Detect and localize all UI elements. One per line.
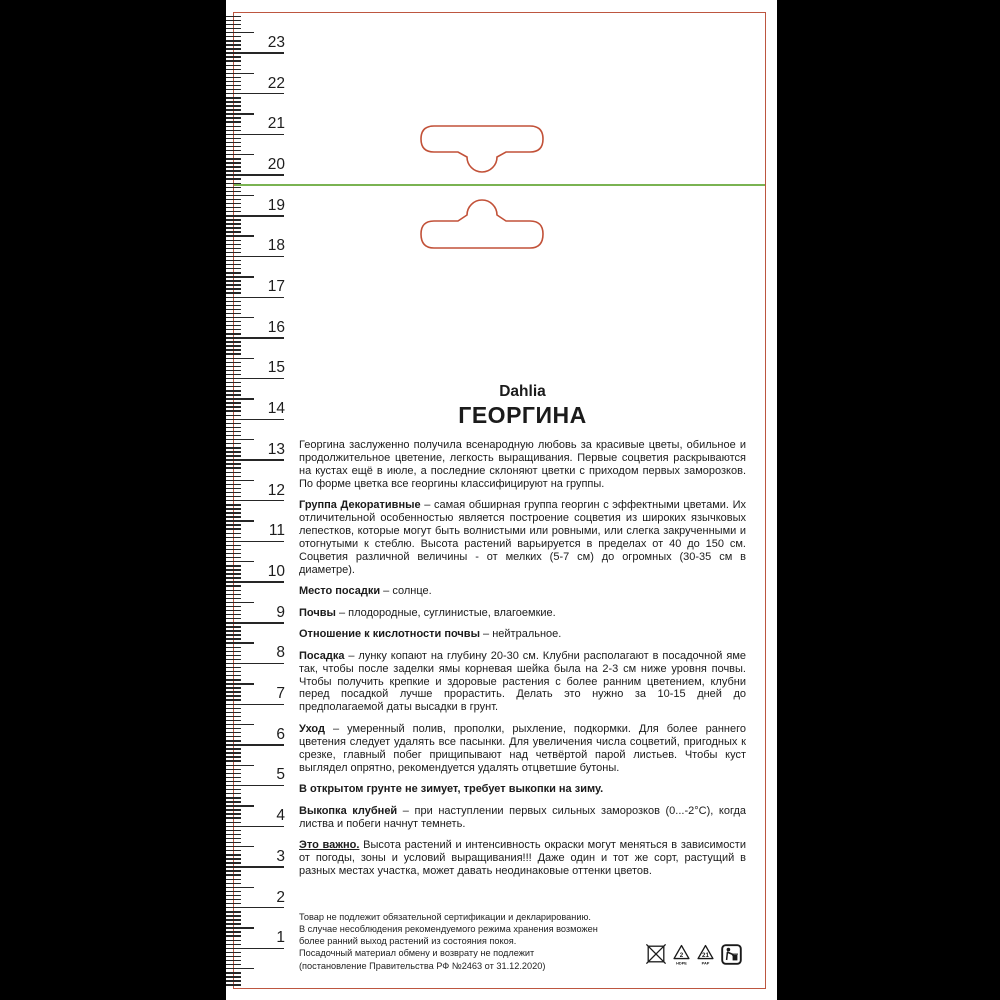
svg-text:HDPE: HDPE	[676, 960, 687, 966]
ruler-tick	[226, 353, 241, 354]
ruler-tick	[226, 581, 284, 582]
ruler-tick	[226, 341, 241, 342]
euro-slot-bottom	[421, 200, 543, 248]
ruler-number: 8	[276, 644, 285, 662]
ruler-number: 4	[276, 807, 285, 825]
paragraph-lead: Выкопка клубней	[299, 804, 398, 817]
title-latin: Dahlia	[499, 383, 546, 400]
ruler-tick	[226, 394, 241, 395]
ruler-tick	[226, 634, 241, 635]
recycling-triangle-hdpe-icon	[673, 944, 690, 966]
ruler-tick	[226, 976, 241, 977]
ruler-tick	[226, 960, 241, 961]
ruler-number: 10	[267, 562, 285, 580]
ruler-number: 3	[276, 847, 285, 865]
ruler-tick	[226, 349, 241, 350]
paragraph: Посадка – лунку копают на глубину 20-30 см. Клубни располагают в посадочной яме так, чтобы после заделки ямы корневая шейка была на 2-3 см ниже уровня почвы. Чтобы получить крепкие и здоровые растения с более ранним цветением, клубни перед посадкой лучше прорастить. Делать это нужно за 10-15 дней до предполагаемой даты высадки в грунт.	[299, 649, 746, 714]
ruler-tick	[226, 984, 241, 985]
ruler-number: 5	[276, 766, 285, 784]
ruler-tick	[226, 708, 241, 709]
ruler-number: 21	[267, 115, 285, 133]
ruler-tick	[226, 504, 241, 505]
ruler-tick	[226, 923, 241, 924]
ruler-tick	[226, 907, 284, 908]
ruler-tick	[226, 968, 254, 969]
ruler-tick	[226, 390, 241, 391]
ruler-tick	[226, 594, 241, 595]
paragraph-lead: Посадка	[299, 649, 345, 662]
paragraph-lead: Уход	[299, 722, 325, 735]
paragraph-lead: Это важно.	[299, 839, 360, 851]
ruler-tick	[226, 382, 241, 383]
ruler-tick	[226, 508, 241, 509]
tidyman-icon	[721, 944, 742, 965]
ruler-number: 22	[267, 74, 285, 92]
ruler-tick	[226, 622, 284, 623]
ruler-tick	[226, 793, 241, 794]
ruler-tick	[226, 516, 241, 517]
paragraph-lead: Место посадки	[299, 585, 381, 598]
legal-line: Товар не подлежит обязательной сертификации и декларированию.	[299, 912, 591, 922]
ruler-tick	[226, 671, 241, 672]
paragraph: Группа Декоративные – самая обширная группа георгин с эффектными цветами. Их отличительной особенностью является построение соцветия из широких язычковых лепестков, которые могут быть волнистыми или ровными, или слегка закрученными и отогнутыми к стеблю. Высота растений варьируется в пределах от 40 до 150 см. Соцветия различной величины - от мелких (5-7 см) до огромных (30-35 см в диаметре).	[299, 499, 746, 576]
paragraph: Место посадки – солнце.	[299, 585, 432, 598]
seed-packet-back	[226, 0, 777, 1000]
paragraph: В открытом грунте не зимует, требует выкопки на зиму.	[299, 783, 604, 796]
legal-line: Посадочный материал обмену и возврату не подлежит	[299, 948, 535, 959]
svg-text:PAP: PAP	[701, 960, 710, 966]
paragraph: Выкопка клубней – при наступлении первых сильных заморозков (0...-2°С), когда листва и побеги начнут темнеть.	[299, 804, 747, 830]
ruler-tick	[226, 557, 241, 558]
ruler-number: 6	[276, 725, 285, 743]
ruler-tick	[226, 435, 241, 436]
ruler-tick	[226, 830, 241, 831]
ruler-tick	[226, 716, 241, 717]
ruler-tick	[226, 911, 241, 912]
ruler-number: 23	[267, 33, 285, 51]
ruler-tick	[226, 834, 241, 835]
ruler-tick	[226, 879, 241, 880]
ruler-tick	[226, 423, 241, 424]
paragraph-lead: Почвы	[299, 606, 336, 619]
paragraph: Георгина заслуженно получила всенародную любовь за красивые цветы, обильное и продолжительное цветение, легкость выращивания. Первые соцветия раскрываются на кустах ещё в июле, а последние склоняют цветки с приходом первых заморозков. По форме цветка все георгины классифицируют на группы.	[299, 439, 746, 490]
svg-text:21: 21	[702, 952, 709, 959]
legal-line: В случае несоблюдения рекомендуемого режима хранения возможен	[299, 924, 598, 935]
ruler-tick	[226, 866, 284, 867]
ruler-tick	[226, 512, 241, 513]
ruler-tick	[226, 883, 241, 884]
ruler-tick	[226, 667, 241, 668]
ruler-tick	[226, 744, 284, 745]
ruler-tick	[226, 760, 241, 761]
ruler-number: 1	[276, 929, 285, 947]
title-russian: ГЕОРГИНА	[458, 402, 587, 428]
ruler-number: 13	[267, 440, 285, 458]
crossed-box-icon	[646, 944, 666, 964]
paragraph: Уход – умеренный полив, прополки, рыхление, подкормки. Для более раннего цветения следует удалять все пасынки. Для увеличения числа соцветий, пригодных к срезке, главный побег прищипывают над четвёртой парой листьев. Чтобы куст выглядел опрятно, рекомендуется удалять отцветшие бутоны.	[299, 722, 746, 774]
ruler-tick	[226, 427, 241, 428]
ruler-tick	[226, 419, 284, 420]
ruler-tick	[226, 386, 241, 387]
paragraph-lead: Группа Декоративные	[299, 499, 421, 512]
ruler-tick	[226, 948, 284, 949]
ruler-tick	[226, 972, 241, 973]
ruler-tick	[226, 870, 241, 871]
ruler-tick	[226, 964, 241, 965]
legal-text	[299, 911, 639, 972]
ruler-number: 2	[276, 888, 285, 906]
ruler-tick	[226, 345, 241, 346]
ruler-tick	[226, 500, 284, 501]
ruler-tick	[226, 756, 241, 757]
ruler-tick	[226, 626, 241, 627]
ruler-number: 20	[267, 155, 285, 173]
ruler-number: 7	[276, 685, 285, 702]
paragraph: Это важно. Высота растений и интенсивность окраски могут меняться в зависимости от погоды, зоны и условий выращивания!!! Даже один и тот же сорт, растущий в разных местах участка, может давать неодинаковые оттенки цветов.	[299, 839, 746, 877]
label-content	[299, 383, 746, 886]
ruler-tick	[226, 545, 241, 546]
ruler-tick	[226, 431, 241, 432]
ruler-tick	[226, 297, 284, 298]
ruler-tick	[226, 679, 241, 680]
ruler-tick	[226, 553, 241, 554]
ruler-tick	[226, 638, 241, 639]
ruler-tick	[226, 915, 241, 916]
ruler-tick	[226, 598, 241, 599]
ruler-number: 9	[276, 603, 285, 621]
ruler-tick	[226, 752, 241, 753]
ruler-tick	[226, 874, 241, 875]
ruler-tick	[226, 476, 241, 477]
ruler-tick	[226, 956, 241, 957]
ruler-tick	[226, 919, 241, 920]
svg-text:2: 2	[679, 952, 684, 959]
ruler-tick	[226, 712, 241, 713]
ruler-tick	[226, 720, 241, 721]
ruler-tick	[226, 801, 241, 802]
ruler-tick	[226, 378, 284, 379]
ruler-number: 19	[267, 196, 285, 214]
paragraph-lead: Отношение к кислотности почвы	[299, 628, 480, 641]
paragraph: Почвы – плодородные, суглинистые, влагоемкие.	[299, 606, 556, 619]
ruler-tick	[226, 585, 241, 586]
description-paragraphs	[299, 439, 746, 878]
ruler-number: 11	[268, 522, 285, 540]
ruler-tick	[226, 789, 241, 790]
ruler-tick	[226, 590, 241, 591]
ruler-tick	[226, 305, 241, 306]
paragraph: Отношение к кислотности почвы – нейтральное.	[299, 628, 562, 641]
legal-line: более ранний выход растений из состояния покоя.	[299, 936, 517, 947]
euro-hang-slots	[226, 0, 777, 280]
ruler-tick	[226, 630, 241, 631]
ruler-number: 14	[267, 400, 285, 418]
ruler-tick	[226, 826, 284, 827]
ruler-tick	[226, 337, 284, 338]
ruler-tick	[226, 309, 241, 310]
ruler-tick	[226, 459, 284, 460]
ruler-tick	[226, 675, 241, 676]
recycling-triangle-pap-icon	[697, 944, 714, 966]
ruler-tick	[226, 663, 284, 664]
ruler-tick	[226, 785, 284, 786]
ruler-tick	[226, 748, 241, 749]
ruler-number: 15	[267, 359, 285, 377]
ruler-tick	[226, 838, 241, 839]
ruler-tick	[226, 952, 241, 953]
ruler-tick	[226, 797, 241, 798]
ruler-tick	[226, 541, 284, 542]
ruler-tick	[226, 980, 241, 981]
ruler-number: 16	[267, 318, 285, 336]
ruler-number: 18	[267, 237, 285, 255]
ruler-tick	[226, 704, 284, 705]
euro-slot-top	[421, 126, 543, 172]
ruler-tick	[226, 549, 241, 550]
ruler-tick	[226, 472, 241, 473]
ruler-tick	[226, 842, 241, 843]
ruler-tick	[226, 301, 241, 302]
ruler-number: 12	[267, 481, 285, 499]
legal-line: (постановление Правительства РФ №2463 от 31.12.2020)	[299, 960, 546, 971]
ruler-number: 17	[267, 278, 285, 295]
packaging-icons	[646, 944, 742, 966]
ruler-tick	[226, 313, 241, 314]
ruler-tick	[226, 463, 241, 464]
ruler-tick	[226, 467, 241, 468]
